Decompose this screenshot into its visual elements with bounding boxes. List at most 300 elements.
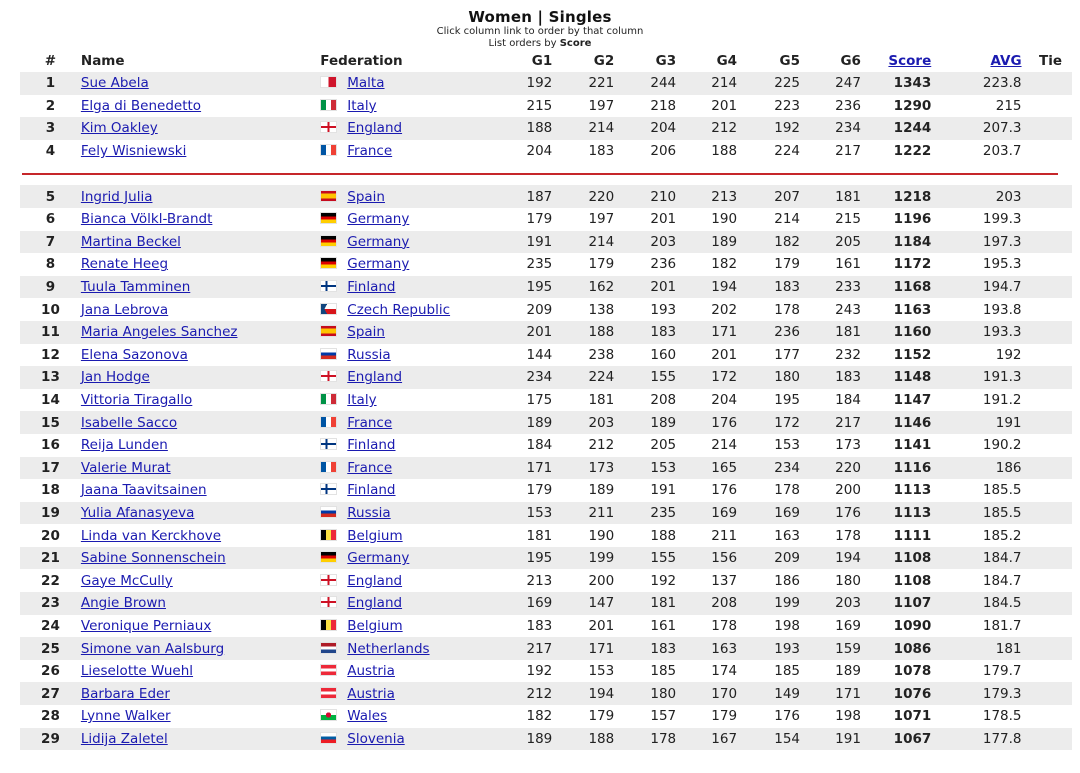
g2-cell: 173 — [552, 457, 614, 480]
score-cell: 1184 — [861, 231, 931, 254]
federation-link[interactable]: Finland — [347, 482, 396, 499]
g6-cell: 236 — [835, 97, 861, 114]
score-cell: 1290 — [893, 97, 932, 114]
rank-cell: 16 — [41, 437, 60, 454]
g3-cell: 155 — [614, 366, 676, 389]
federation-link[interactable]: Russia — [347, 346, 391, 363]
federation-link[interactable]: Netherlands — [347, 640, 430, 657]
g2-cell: 194 — [552, 682, 614, 705]
rank-cell: 20 — [41, 527, 60, 544]
player-link[interactable]: Tuula Tamminen — [80, 279, 191, 296]
rank-cell: 15 — [20, 411, 81, 434]
g2-cell: 214 — [552, 231, 614, 254]
table-row — [20, 615, 1072, 638]
g2-cell: 211 — [552, 502, 614, 525]
g1-cell: 195 — [497, 276, 553, 299]
g6-cell: 189 — [835, 663, 861, 680]
rank-cell: 25 — [20, 637, 81, 660]
g5-cell: 180 — [737, 366, 800, 389]
g1-cell: 215 — [526, 97, 553, 114]
g2-cell: 162 — [552, 276, 614, 299]
federation-link[interactable]: Germany — [347, 550, 410, 567]
player-link[interactable]: Simone van Aalsburg — [80, 640, 225, 657]
g3-cell: 153 — [614, 457, 676, 480]
g4-cell: 212 — [676, 117, 737, 140]
g2-cell: 212 — [588, 437, 615, 454]
rank-cell: 17 — [20, 457, 81, 480]
federation-cell — [320, 547, 496, 570]
federation-link[interactable]: Germany — [347, 233, 410, 250]
g3-cell: 178 — [614, 728, 676, 751]
score-cell: 1343 — [861, 72, 931, 95]
belgium-flag-icon — [320, 529, 337, 541]
g3-cell: 183 — [614, 637, 676, 660]
page-header — [0, 0, 1080, 50]
player-link[interactable]: Jan Hodge — [80, 369, 150, 386]
g2-cell: 214 — [552, 117, 614, 140]
player-link[interactable]: Vittoria Tiragallo — [80, 392, 193, 409]
g5-cell: 223 — [774, 97, 801, 114]
table-row — [20, 524, 1072, 547]
sort-hint: Click column link to order by that column — [436, 26, 644, 37]
rank-cell: 27 — [20, 682, 81, 705]
g1-cell: 179 — [526, 211, 553, 228]
col-score-header — [861, 50, 931, 72]
federation-link[interactable]: France — [347, 143, 393, 160]
russia-flag-icon — [320, 348, 337, 360]
name-cell — [81, 592, 320, 615]
g6-cell: 181 — [800, 185, 861, 208]
g3-cell: 236 — [650, 256, 677, 273]
player-link[interactable]: Barbara Eder — [80, 685, 170, 702]
player-link[interactable]: Martina Beckel — [80, 233, 181, 250]
g6-cell: 183 — [800, 366, 861, 389]
player-link[interactable]: Valerie Murat — [80, 459, 171, 476]
g1-cell: 209 — [526, 301, 553, 318]
player-link[interactable]: Angie Brown — [80, 595, 166, 612]
england-flag-icon — [320, 574, 337, 586]
name-cell — [81, 637, 320, 660]
rank-cell: 18 — [41, 482, 60, 499]
federation-cell — [320, 660, 496, 683]
g6-cell: 233 — [800, 276, 861, 299]
avg-cell: 181.7 — [982, 617, 1022, 634]
g2-cell: 138 — [588, 301, 615, 318]
federation-cell — [320, 615, 496, 638]
score-cell: 1113 — [861, 502, 931, 525]
federation-link[interactable]: Slovenia — [347, 730, 405, 747]
g3-cell: 193 — [650, 301, 677, 318]
avg-cell: 185.2 — [982, 527, 1022, 544]
col-avg-header — [931, 50, 1021, 72]
federation-cell — [320, 728, 496, 751]
federation-cell — [320, 682, 496, 705]
g6-cell: 169 — [835, 617, 861, 634]
player-link[interactable]: Kim Oakley — [80, 120, 158, 137]
score-cell: 1148 — [861, 366, 931, 389]
g3-cell: 180 — [614, 682, 676, 705]
name-cell — [81, 569, 320, 592]
name-cell — [81, 95, 320, 118]
player-link[interactable]: Bianca Völkl-Brandt — [80, 211, 213, 228]
g4-cell: 213 — [676, 185, 737, 208]
slovenia-flag-icon — [320, 732, 337, 744]
belgium-flag-icon — [320, 619, 337, 631]
rank-cell: 28 — [41, 708, 60, 725]
federation-cell — [320, 705, 496, 728]
g4-cell: 172 — [676, 366, 737, 389]
g4-cell: 170 — [676, 682, 737, 705]
player-link[interactable]: Jana Lebrova — [80, 301, 169, 318]
germany-flag-icon — [320, 257, 337, 269]
g2-cell: 203 — [552, 411, 614, 434]
player-link[interactable]: Lidija Zaletel — [80, 730, 168, 747]
g6-cell: 180 — [835, 572, 861, 589]
player-link[interactable]: Lynne Walker — [80, 708, 171, 725]
g5-cell: 195 — [774, 392, 801, 409]
tie-cell — [1022, 434, 1072, 457]
score-cell: 1147 — [893, 392, 932, 409]
avg-cell: 192 — [995, 346, 1022, 363]
table-row — [20, 637, 1072, 660]
avg-cell: 197.3 — [931, 231, 1021, 254]
federation-cell — [320, 366, 496, 389]
austria-flag-icon — [320, 687, 337, 699]
wales-flag-icon — [320, 709, 337, 721]
rank-cell: 6 — [45, 211, 56, 228]
g4-cell: 169 — [676, 502, 737, 525]
sort-by-avg-link[interactable]: AVG — [990, 53, 1022, 69]
federation-link[interactable]: Italy — [347, 392, 377, 409]
col-rank-header: # — [44, 53, 57, 69]
g3-cell: 205 — [650, 437, 677, 454]
france-flag-icon — [320, 416, 337, 428]
score-cell: 1113 — [893, 482, 932, 499]
federation-link[interactable]: Austria — [347, 663, 395, 680]
player-link[interactable]: Veronique Perniaux — [80, 617, 212, 634]
g2-cell: 188 — [552, 728, 614, 751]
avg-cell: 191.3 — [931, 366, 1021, 389]
federation-link[interactable]: Finland — [347, 279, 396, 296]
score-cell: 1116 — [861, 457, 931, 480]
sort-status — [0, 38, 1080, 50]
g4-cell: 211 — [711, 527, 738, 544]
g1-cell: 235 — [526, 256, 553, 273]
avg-cell: 195.3 — [982, 256, 1022, 273]
g5-cell: 199 — [737, 592, 800, 615]
table-row — [20, 231, 1072, 254]
name-cell — [81, 547, 320, 570]
g5-cell: 154 — [737, 728, 800, 751]
tie-cell — [1022, 231, 1072, 254]
tie-cell — [1022, 502, 1072, 525]
avg-cell: 177.8 — [931, 728, 1021, 751]
g5-cell: 225 — [737, 72, 800, 95]
g3-cell: 192 — [650, 572, 677, 589]
federation-link[interactable]: Czech Republic — [347, 301, 451, 318]
g1-cell: 181 — [526, 527, 553, 544]
name-cell — [81, 389, 320, 412]
sort-status-prefix: List orders by — [488, 38, 557, 49]
g6-cell: 161 — [835, 256, 861, 273]
g3-cell: 210 — [614, 185, 676, 208]
player-link[interactable]: Yulia Afanasyeva — [80, 504, 195, 521]
g5-cell: 153 — [774, 437, 801, 454]
g2-cell: 188 — [552, 321, 614, 344]
g1-cell: 213 — [526, 572, 553, 589]
tie-cell — [1022, 276, 1072, 299]
federation-cell — [320, 253, 496, 276]
table-row — [20, 389, 1072, 412]
sort-by-score-link[interactable]: Score — [888, 53, 932, 69]
rank-cell: 1 — [20, 72, 81, 95]
player-link[interactable]: Ingrid Julia — [80, 188, 153, 205]
rank-cell: 7 — [20, 231, 81, 254]
rank-cell: 2 — [45, 97, 56, 114]
table-row — [20, 660, 1072, 683]
england-flag-icon — [320, 596, 337, 608]
avg-cell: 179.3 — [931, 682, 1021, 705]
score-cell: 1222 — [893, 143, 932, 160]
rank-cell: 26 — [41, 663, 60, 680]
federation-link[interactable]: Wales — [347, 708, 388, 725]
tie-cell — [1022, 637, 1072, 660]
rank-cell: 22 — [41, 572, 60, 589]
federation-link[interactable]: Belgium — [347, 527, 403, 544]
score-cell: 1244 — [861, 117, 931, 140]
table-row — [20, 592, 1072, 615]
col-g2-header: G2 — [593, 53, 615, 69]
tie-cell — [1022, 321, 1072, 344]
g6-cell: 217 — [800, 411, 861, 434]
rank-cell: 19 — [20, 502, 81, 525]
table-row — [20, 569, 1072, 592]
g4-cell: 163 — [676, 637, 737, 660]
federation-cell — [320, 117, 496, 140]
player-link[interactable]: Fely Wisniewski — [80, 143, 187, 160]
name-cell — [81, 231, 320, 254]
g4-cell: 188 — [711, 143, 738, 160]
player-link[interactable]: Lieselotte Wuehl — [80, 663, 194, 680]
federation-link[interactable]: Austria — [347, 685, 395, 702]
g2-cell: 179 — [588, 708, 615, 725]
rank-cell: 23 — [20, 592, 81, 615]
avg-cell: 178.5 — [982, 708, 1022, 725]
g2-cell: 197 — [588, 211, 615, 228]
table-row — [20, 253, 1072, 276]
tie-cell — [1022, 95, 1072, 118]
federation-link[interactable]: Spain — [347, 188, 385, 205]
score-cell: 1111 — [893, 527, 932, 544]
g5-cell: 178 — [774, 482, 801, 499]
name-cell — [81, 185, 320, 208]
avg-cell: 223.8 — [931, 72, 1021, 95]
table-row — [20, 434, 1072, 457]
avg-cell: 186 — [931, 457, 1021, 480]
score-cell: 1172 — [893, 256, 932, 273]
name-cell — [81, 321, 320, 344]
table-row — [20, 208, 1072, 231]
table-row — [20, 411, 1072, 434]
player-link[interactable]: Sue Abela — [80, 75, 149, 92]
g3-cell: 183 — [614, 321, 676, 344]
federation-cell — [320, 208, 496, 231]
col-name-header: Name — [80, 53, 125, 69]
g1-cell: 192 — [526, 663, 553, 680]
g1-cell: 184 — [526, 437, 553, 454]
g2-cell: 181 — [588, 392, 615, 409]
score-cell: 1168 — [861, 276, 931, 299]
g6-cell: 191 — [800, 728, 861, 751]
g3-cell: 185 — [650, 663, 677, 680]
england-flag-icon — [320, 370, 337, 382]
score-cell: 1067 — [861, 728, 931, 751]
g4-cell: 214 — [676, 72, 737, 95]
federation-link[interactable]: England — [347, 595, 403, 612]
g6-cell: 173 — [835, 437, 861, 454]
federation-link[interactable]: Russia — [347, 504, 391, 521]
score-cell: 1196 — [893, 211, 932, 228]
g1-cell: 192 — [497, 72, 553, 95]
g5-cell: 209 — [737, 547, 800, 570]
g5-cell: 234 — [737, 457, 800, 480]
score-cell: 1086 — [861, 637, 931, 660]
name-cell — [81, 682, 320, 705]
player-link[interactable]: Elena Sazonova — [80, 346, 188, 363]
name-cell — [81, 479, 320, 502]
g4-cell: 182 — [711, 256, 738, 273]
g3-cell: 201 — [650, 211, 677, 228]
player-link[interactable]: Sabine Sonnenschein — [80, 550, 226, 567]
avg-cell: 191 — [931, 411, 1021, 434]
qualification-cutoff-line — [22, 173, 1058, 175]
federation-link[interactable]: England — [347, 369, 403, 386]
g3-cell: 208 — [650, 392, 677, 409]
sort-status-column: Score — [559, 38, 592, 49]
g4-cell: 167 — [676, 728, 737, 751]
federation-link[interactable]: Malta — [347, 75, 385, 92]
qualification-cutoff-row — [20, 162, 1072, 185]
germany-flag-icon — [320, 551, 337, 563]
g6-cell: 200 — [835, 482, 861, 499]
federation-link[interactable]: Germany — [347, 256, 410, 273]
g3-cell: 189 — [614, 411, 676, 434]
score-cell: 1108 — [893, 572, 932, 589]
g4-cell: 208 — [676, 592, 737, 615]
g5-cell: 182 — [737, 231, 800, 254]
player-link[interactable]: Gaye McCully — [80, 572, 173, 589]
finland-flag-icon — [320, 483, 337, 495]
rank-cell: 10 — [41, 301, 60, 318]
g2-cell: 199 — [552, 547, 614, 570]
rank-cell: 9 — [20, 276, 81, 299]
avg-cell: 207.3 — [931, 117, 1021, 140]
tie-cell — [1022, 705, 1072, 728]
tie-cell — [1022, 208, 1072, 231]
rank-cell: 8 — [45, 256, 56, 273]
tie-cell — [1022, 592, 1072, 615]
federation-link[interactable]: Germany — [347, 211, 410, 228]
g6-cell: 171 — [800, 682, 861, 705]
tie-cell — [1022, 344, 1072, 367]
g4-cell: 176 — [676, 411, 737, 434]
italy-flag-icon — [320, 99, 337, 111]
avg-cell: 194.7 — [931, 276, 1021, 299]
federation-cell — [320, 231, 496, 254]
player-link[interactable]: Isabelle Sacco — [80, 414, 178, 431]
tie-cell — [1022, 185, 1072, 208]
g5-cell: 169 — [737, 502, 800, 525]
rank-cell: 13 — [20, 366, 81, 389]
g2-cell: 224 — [552, 366, 614, 389]
g1-cell: 171 — [497, 457, 553, 480]
g4-cell: 137 — [711, 572, 738, 589]
g1-cell: 169 — [497, 592, 553, 615]
g6-cell: 178 — [835, 527, 861, 544]
federation-link[interactable]: Italy — [347, 97, 377, 114]
table-row — [20, 705, 1072, 728]
player-link[interactable]: Renate Heeg — [80, 256, 169, 273]
federation-link[interactable]: Spain — [347, 324, 385, 341]
g1-cell: 182 — [526, 708, 553, 725]
federation-link[interactable]: Belgium — [347, 617, 403, 634]
g5-cell: 179 — [774, 256, 801, 273]
name-cell — [81, 298, 320, 321]
name-cell — [81, 434, 320, 457]
name-cell — [81, 728, 320, 751]
g6-cell: 198 — [835, 708, 861, 725]
avg-cell: 179.7 — [982, 663, 1022, 680]
avg-cell: 185.5 — [931, 502, 1021, 525]
federation-link[interactable]: England — [347, 120, 403, 137]
czech-flag-icon — [320, 303, 337, 315]
g5-cell: 177 — [774, 346, 801, 363]
rank-cell: 24 — [41, 617, 60, 634]
federation-link[interactable]: France — [347, 414, 393, 431]
g5-cell: 186 — [774, 572, 801, 589]
score-cell: 1071 — [893, 708, 932, 725]
federation-cell — [320, 479, 496, 502]
germany-flag-icon — [320, 212, 337, 224]
tie-cell — [1022, 411, 1072, 434]
g2-cell: 183 — [588, 143, 615, 160]
player-link[interactable]: Reija Lunden — [80, 437, 168, 454]
player-link[interactable]: Linda van Kerckhove — [80, 527, 222, 544]
player-link[interactable]: Jaana Taavitsainen — [80, 482, 207, 499]
g6-cell: 234 — [800, 117, 861, 140]
table-row — [20, 321, 1072, 344]
g4-cell: 214 — [711, 437, 738, 454]
tie-cell — [1022, 479, 1072, 502]
g2-cell: 153 — [588, 663, 615, 680]
score-cell: 1076 — [861, 682, 931, 705]
federation-link[interactable]: England — [347, 572, 403, 589]
player-link[interactable]: Maria Angeles Sanchez — [80, 324, 238, 341]
g6-cell: 181 — [800, 321, 861, 344]
table-row — [20, 95, 1072, 118]
federation-cell — [320, 524, 496, 547]
g2-cell: 147 — [552, 592, 614, 615]
g3-cell: 201 — [614, 276, 676, 299]
col-g6-header: G6 — [840, 53, 861, 69]
results-table — [20, 50, 1072, 750]
federation-link[interactable]: France — [347, 459, 393, 476]
federation-cell — [320, 389, 496, 412]
netherlands-flag-icon — [320, 642, 337, 654]
player-link[interactable]: Elga di Benedetto — [80, 97, 202, 114]
federation-link[interactable]: Finland — [347, 437, 396, 454]
tie-cell — [1022, 547, 1072, 570]
